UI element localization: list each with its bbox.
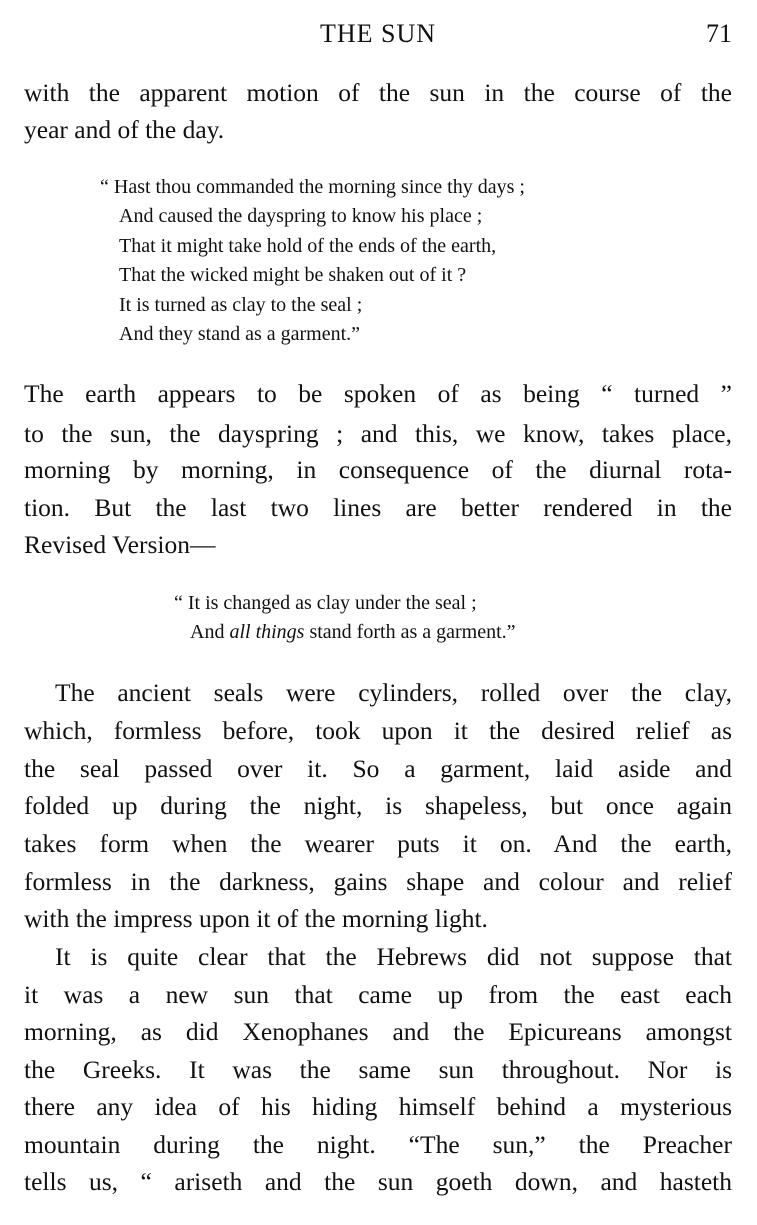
quote1-line: That it might take hold of the ends of the earth, [119, 235, 497, 257]
paragraph3-line: takes form when the wearer puts it on. And the earth, [24, 829, 732, 858]
paragraph3-line: with the impress upon it of the morning light. [24, 904, 488, 933]
quote1-line: It is turned as clay to the seal ; [119, 294, 363, 316]
paragraph4-line: there any idea of his hiding himself behind a mysterious [24, 1092, 732, 1121]
quote1-line: And they stand as a garment.” [119, 323, 361, 345]
quote2-italic-text: all things [229, 621, 305, 643]
quote2-line: “ It is changed as clay under the seal ; [174, 592, 477, 614]
paragraph2-line: Revised Version— [24, 530, 216, 559]
paragraph4-line: it was a new sun that came up from the east each [24, 980, 732, 1009]
quote1-line: “ Hast thou commanded the morning since thy days ; [100, 176, 525, 198]
paragraph4-line: It is quite clear that the Hebrews did not suppose that [55, 942, 732, 971]
paragraph2-line: morning by morning, in consequence of the diurnal rota- [24, 455, 732, 484]
page-header [24, 16, 732, 52]
paragraph3-line: which, formless before, took upon it the desired relief as [24, 716, 732, 745]
quote1-line: That the wicked might be shaken out of it ? [119, 264, 467, 286]
paragraph2-line: tion. But the last two lines are better rendered in the [24, 493, 732, 522]
paragraph1-line: with the apparent motion of the sun in the course of the [24, 78, 732, 107]
quote2-text: stand forth as a garment.” [304, 621, 516, 643]
paragraph1-line: year and of the day. [24, 115, 225, 144]
page-number: 71 [706, 19, 732, 48]
quote2-line [190, 619, 516, 645]
paragraph2-line: The earth appears to be spoken of as being “ turned ” [24, 379, 732, 408]
paragraph3-line: the seal passed over it. So a garment, laid aside and [24, 754, 732, 783]
quote1-line: And caused the dayspring to know his place ; [119, 205, 483, 227]
paragraph4-line: tells us, “ ariseth and the sun goeth down, and hasteth [24, 1167, 732, 1196]
paragraph3-line: folded up during the night, is shapeless, but once again [24, 791, 732, 820]
paragraph2-line: to the sun, the dayspring ; and this, we know, takes place, [24, 419, 732, 448]
running-head: THE SUN [319, 19, 437, 48]
quote2-text: And [190, 621, 230, 643]
paragraph4-line: the Greeks. It was the same sun throughout. Nor is [24, 1055, 732, 1084]
paragraph4-line: mountain during the night. “The sun,” the Preacher [24, 1130, 732, 1159]
paragraph3-line: The ancient seals were cylinders, rolled over the clay, [55, 678, 732, 707]
paragraph4-line: morning, as did Xenophanes and the Epicureans amongst [24, 1017, 732, 1046]
paragraph3-line: formless in the darkness, gains shape and colour and relief [24, 867, 732, 896]
